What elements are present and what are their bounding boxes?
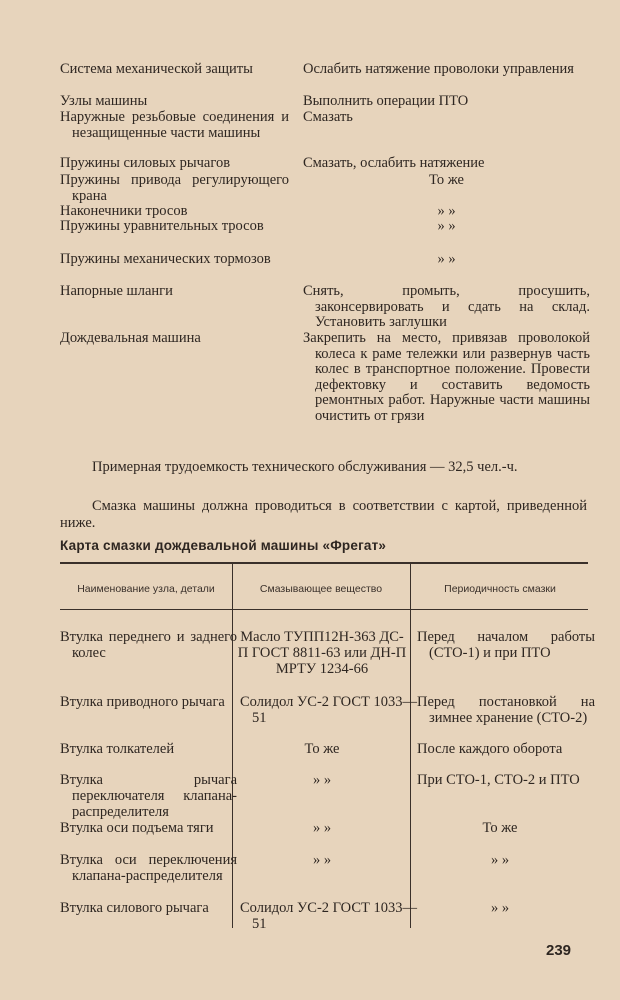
pair-left: Система механической защиты bbox=[60, 61, 253, 77]
pair-power-lever-springs bbox=[60, 156, 590, 172]
pair-pressure-hoses bbox=[60, 284, 590, 331]
cell-part: Втулка толкателей bbox=[60, 741, 175, 757]
cell-part: Втулка переднего и заднего колес bbox=[60, 629, 237, 661]
pair-right: Ослабить натяжение проволоки управления bbox=[303, 61, 574, 77]
pair-left: Пружины привода регулирующего крана bbox=[60, 172, 289, 204]
labor-paragraph: Примерная трудоемкость технического обслуживания — 32,5 чел.-ч. bbox=[92, 459, 518, 475]
header-part: Наименование узла, детали bbox=[77, 582, 215, 595]
pair-left: Напорные шланги bbox=[60, 283, 173, 299]
cell-lubricant: Масло ТУПП12Н-363 ДС-П ГОСТ 8811-63 или ДН-П МРТУ 1234-66 bbox=[237, 629, 407, 677]
table-top-rule bbox=[60, 562, 588, 564]
cell-period: Перед началом работы (СТО-1) и при ПТО bbox=[417, 629, 595, 661]
cell-lubricant: Солидол УС-2 ГОСТ 1033—51 bbox=[240, 900, 417, 932]
pair-threaded-joints bbox=[60, 110, 590, 141]
pair-right: Снять, промыть, просушить, законсервировать и сдать на склад. Установить заглушки bbox=[303, 283, 590, 330]
table-caption: Карта смазки дождевальной машины «Фрегат» bbox=[60, 538, 387, 553]
cell-part: Втулка рычага переключателя клапана-распределителя bbox=[60, 772, 237, 820]
header-lubricant: Смазывающее вещество bbox=[259, 582, 383, 595]
cell-lubricant: » » bbox=[312, 852, 332, 868]
cell-period: » » bbox=[490, 900, 510, 916]
cell-part: Втулка оси переключения клапана-распределителя bbox=[60, 852, 237, 884]
pair-left: Пружины силовых рычагов bbox=[60, 155, 231, 171]
table-column-divider bbox=[410, 563, 411, 928]
pair-right: » » bbox=[437, 203, 456, 219]
table-header-rule bbox=[60, 609, 588, 610]
cell-part: Втулка силового рычага bbox=[60, 900, 209, 916]
pair-right: Выполнить операции ПТО bbox=[303, 93, 469, 109]
pair-right: Смазать bbox=[303, 109, 353, 125]
pair-brake-springs bbox=[60, 252, 590, 268]
cell-part: Втулка приводного рычага bbox=[60, 694, 225, 710]
pair-right: То же bbox=[429, 172, 464, 188]
pair-equalizer-springs bbox=[60, 219, 590, 235]
pair-right: Смазать, ослабить натяжение bbox=[303, 155, 485, 171]
pair-right: » » bbox=[437, 218, 456, 234]
pair-left: Наружные резьбовые соединения и незащищенные части машины bbox=[60, 109, 289, 141]
cell-part: Втулка оси подъема тяги bbox=[60, 820, 214, 836]
cell-lubricant: То же bbox=[304, 741, 340, 757]
header-period: Периодичность смазки bbox=[444, 582, 556, 595]
pair-left: Наконечники тросов bbox=[60, 203, 188, 219]
cell-lubricant: Солидол УС-2 ГОСТ 1033—51 bbox=[240, 694, 417, 726]
pair-valve-drive-springs bbox=[60, 173, 590, 204]
pair-right: Закрепить на место, привязав проволокой колеса к раме тележки или развернув часть колес в транспортное положение. Провести дефектовку и составить ведомость ремонтных работ. Наружные части машины очистить от грязи bbox=[303, 330, 590, 424]
cell-lubricant: » » bbox=[312, 820, 332, 836]
pair-left: Пружины механических тормозов bbox=[60, 251, 271, 267]
pair-left: Пружины уравнительных тросов bbox=[60, 218, 264, 234]
lubrication-paragraph: Смазка машины должна проводиться в соответствии с картой, приведенной ниже. bbox=[60, 498, 587, 531]
pair-machine-units bbox=[60, 94, 590, 110]
pair-mechanical-protection bbox=[60, 62, 590, 78]
cell-period: При СТО-1, СТО-2 и ПТО bbox=[417, 772, 580, 788]
pair-right: » » bbox=[437, 251, 456, 267]
cell-period: Перед постановкой на зимнее хранение (СТО-2) bbox=[417, 694, 595, 726]
cell-lubricant: » » bbox=[312, 772, 332, 788]
page-number: 239 bbox=[546, 942, 572, 959]
pair-left: Узлы машины bbox=[60, 93, 148, 109]
cell-period: То же bbox=[482, 820, 518, 836]
cell-period: После каждого оборота bbox=[417, 741, 563, 757]
pair-sprinkler-machine bbox=[60, 331, 590, 424]
pair-left: Дождевальная машина bbox=[60, 330, 201, 346]
cell-period: » » bbox=[490, 852, 510, 868]
